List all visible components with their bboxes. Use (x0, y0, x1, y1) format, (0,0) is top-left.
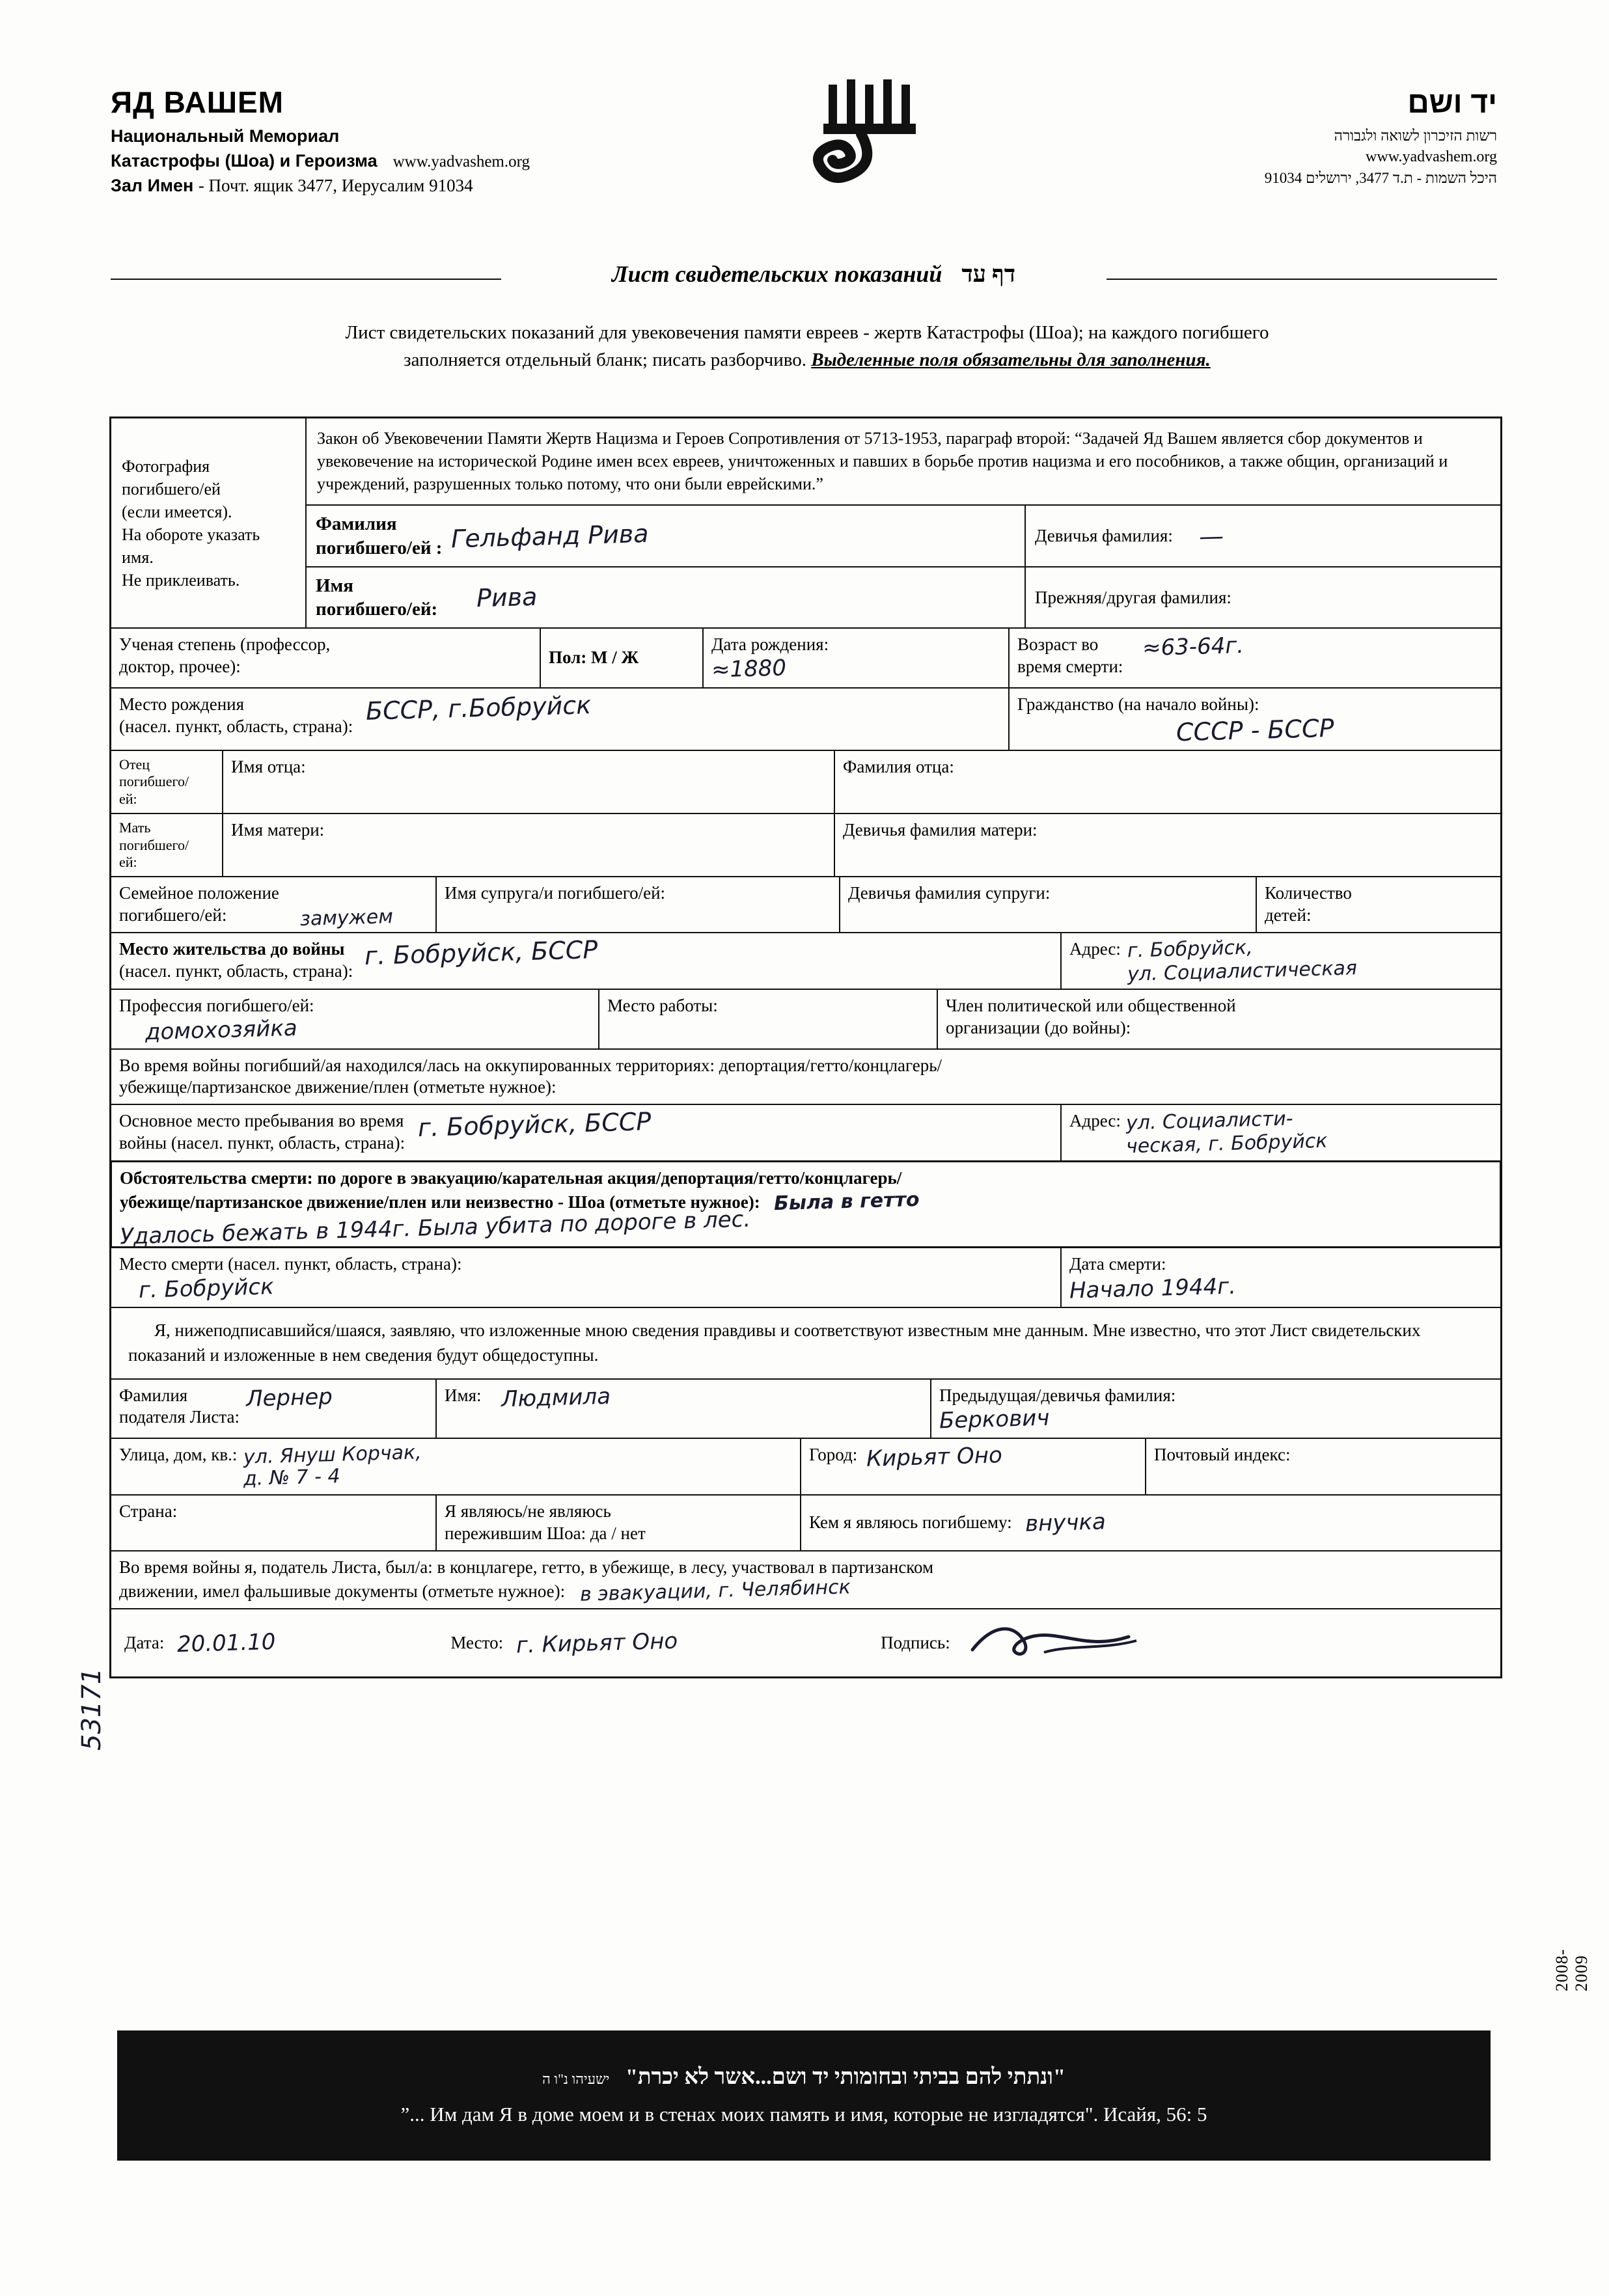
row-degree-sex-birth (111, 629, 1500, 689)
row-declaration (111, 1308, 1500, 1380)
photo-line1: Фотография (122, 457, 210, 476)
profession-label: Профессия погибшего/ей: (119, 995, 314, 1015)
birthdate-field[interactable] (704, 629, 1010, 687)
death-circumstances-label (120, 1168, 1492, 1214)
submitter-wartime-field[interactable] (111, 1551, 1500, 1608)
header-hebrew-block (976, 85, 1497, 187)
former-name-label: Прежняя/другая фамилия: (1035, 587, 1231, 607)
children-count-field[interactable] (1257, 877, 1500, 932)
age-value: ≈63-64г. (1142, 633, 1245, 662)
prewar-residence-label (119, 938, 353, 983)
footer-quote-he (542, 2065, 1066, 2090)
organization-field[interactable] (938, 990, 1500, 1048)
row-death-circumstances (111, 1162, 1500, 1248)
main-place-field[interactable] (111, 1105, 1062, 1160)
zip-field[interactable] (1146, 1439, 1500, 1494)
birthplace-field[interactable] (111, 689, 1010, 750)
country-label: Страна: (119, 1501, 178, 1522)
mother-maiden-label: Девичья фамилия матери: (843, 820, 1038, 840)
prewar-address-line1: г. Бобруйск, (1127, 936, 1254, 963)
mother-name-label: Имя матери: (231, 820, 325, 840)
spouse-maiden-field[interactable] (840, 877, 1257, 932)
father-surname-label: Фамилия отца: (843, 756, 954, 776)
spouse-name-field[interactable] (437, 877, 840, 932)
mother-name-field[interactable] (223, 814, 835, 876)
submitter-name-value: Людмила (500, 1383, 611, 1413)
birthdate-label: Дата рождения: (711, 635, 829, 655)
place-field[interactable] (503, 1628, 881, 1659)
row-death-place (111, 1248, 1500, 1308)
father-tag (111, 751, 223, 813)
footer-quote-ru: ”... Им дам Я в доме моем и в стенах моих память и имя, которые не изгладятся". Исайя, 56: 5 (400, 2103, 1207, 2125)
signature-scribble-icon (966, 1619, 1161, 1664)
wartime-status-label: Во время войны погибший/ая находился/лась на оккупированных территориях: депортация/гетто/концлагерь/ убежище/партизанское движение/плен (отметьте нужное): (119, 1055, 942, 1097)
header-russian-block (111, 85, 696, 196)
form-table (109, 417, 1502, 1678)
document-header (111, 85, 1497, 228)
birthplace-value: БССР, г.Бобруйск (365, 690, 592, 726)
firstname-value: Рива (476, 582, 538, 613)
photo-line2: погибшего/ей (122, 480, 221, 499)
death-circumstances-field[interactable] (110, 1160, 1502, 1248)
city-label: Город: (809, 1445, 858, 1465)
death-date-field[interactable] (1062, 1248, 1500, 1307)
death-date-value: Начало 1944г. (1069, 1273, 1237, 1304)
submitter-prev-name-label: Предыдущая/девичья фамилия: (939, 1385, 1176, 1405)
submitter-prev-name-value: Беркович (939, 1405, 1050, 1434)
photo-instructions-cell (111, 418, 307, 627)
submitter-name-label: Имя: (445, 1385, 482, 1405)
father-name-field[interactable] (223, 751, 835, 813)
surname-field[interactable] (307, 506, 1026, 566)
org-hall-ru: Зал Имен (111, 176, 194, 195)
row-date-place-signature (111, 1609, 1500, 1676)
city-value: Кирьят Оно (866, 1442, 1003, 1473)
date-value: 20.01.10 (176, 1628, 277, 1658)
sex-label: Пол: М / Ж (549, 648, 639, 668)
page-title-ru: Лист свидетельских показаний (611, 261, 942, 287)
prewar-residence-field[interactable] (111, 933, 1062, 989)
row-father (111, 751, 1500, 814)
street-field[interactable] (111, 1439, 801, 1494)
declaration-text: Я, нижеподписавшийся/шаяся, заявляю, что изложенные мною сведения правдивы и соответствуют известным мне данным. Мне известно, что этот Лист свидетельских показаний и изложенные в нем сведения будут общедоступны. (128, 1320, 1421, 1365)
page-title-he: דף עד (961, 261, 1016, 287)
org-line2-ru: Национальный Мемориал (111, 126, 340, 146)
death-circumstances-label-strong: Обстоятельства смерти: (120, 1168, 313, 1188)
age-field[interactable] (1010, 629, 1500, 687)
footer-quote-he-text: "ונתתי להם בביתי ובחומותי יד ושם...אשר לא יכרת" (625, 2065, 1066, 2089)
degree-field[interactable] (111, 629, 541, 687)
row-marital (111, 877, 1500, 933)
former-name-field[interactable] (1026, 567, 1500, 628)
survivor-field[interactable] (437, 1496, 801, 1550)
street-value-line1: ул. Януш Корчак, (243, 1441, 422, 1469)
surname-label: Фамилия погибшего/ей : (316, 513, 443, 558)
title-rule-right (1107, 279, 1497, 280)
org-url-ru: www.yadvashem.org (392, 153, 530, 171)
main-place-address-field[interactable] (1062, 1105, 1500, 1160)
main-place-value: г. Бобруйск, БССР (417, 1107, 652, 1143)
spouse-maiden-label: Девичья фамилия супруги: (848, 883, 1051, 903)
photo-line6: Не приклеивать. (122, 571, 240, 590)
submitter-wartime-label-line2: движении, имел фальшивые документы (отметьте нужное): (119, 1581, 566, 1601)
organization-label: Член политической или общественной организации (до войны): (946, 995, 1236, 1037)
intro-text (137, 319, 1478, 374)
main-place-address-line1: ул. Социалисти- (1125, 1107, 1293, 1135)
birthdate-value: ≈1880 (711, 655, 787, 683)
relation-value: внучка (1025, 1509, 1107, 1537)
prewar-residence-label-bold: Место жительства до войны (119, 938, 345, 959)
citizenship-value: СССР - БССР (1176, 713, 1334, 747)
workplace-label: Место работы: (607, 995, 718, 1015)
father-surname-field[interactable] (835, 751, 1500, 813)
mother-tag (111, 814, 223, 876)
row-mother (111, 814, 1500, 877)
org-address-ru: - Почт. ящик 3477, Иерусалим 91034 (198, 176, 473, 195)
row-wartime-status (111, 1050, 1500, 1106)
firstname-field[interactable] (307, 567, 1026, 628)
signature-label: Подпись: (881, 1632, 950, 1652)
row-country-relation (111, 1496, 1500, 1551)
signature-field[interactable] (950, 1619, 1161, 1667)
death-date-label: Дата смерти: (1069, 1254, 1166, 1274)
place-value: г. Кирьят Оно (516, 1628, 678, 1659)
citizenship-label: Гражданство (на начало войны): (1017, 694, 1259, 715)
death-circumstances-inline-value: Была в гетто (773, 1188, 920, 1215)
marital-field[interactable] (111, 877, 437, 932)
intro-required-note: Выделенные поля обязательны для заполнения. (811, 349, 1211, 371)
profession-field[interactable] (111, 990, 599, 1048)
maiden-name-value: — (1198, 521, 1224, 551)
row-submitter-wartime (111, 1551, 1500, 1609)
org-address-he: היכל השמות - ת.ד 3477, ירושלים 91034 (1264, 170, 1497, 186)
maiden-name-label: Девичья фамилия: (1035, 526, 1173, 546)
org-line2-he: רשות הזיכרון לשואה ולגבורה (1334, 128, 1497, 144)
submitter-prev-name-field[interactable] (931, 1380, 1500, 1438)
spouse-name-label: Имя супруга/и погибшего/ей: (445, 883, 666, 903)
surname-value: Гельфанд Рива (450, 519, 650, 553)
main-place-label: Основное место пребывания во время войны (насел. пункт, область, страна): (119, 1111, 406, 1153)
age-label: Возраст во время смерти: (1017, 635, 1123, 677)
father-tag-label: Отец погибшего/ ей: (119, 756, 189, 807)
law-paragraph: Закон об Увековечении Памяти Жертв Нацизма и Героев Сопротивления от 5713-1953, параграф второй: “Задачей Яд Вашем является сбор документов и увековечение на исторической Родине имен всех евреев, уничтоженных и павших в борьбе против нацизма и его пособников, а также общин, организаций и учреждений, разрушенных только потому, что они были еврейскими.” (317, 429, 1448, 493)
death-place-value: г. Бобруйск (138, 1274, 275, 1304)
zip-label: Почтовый индекс: (1154, 1445, 1291, 1465)
org-url-he: www.yadvashem.org (1366, 148, 1497, 165)
death-place-field[interactable] (111, 1248, 1062, 1307)
title-rule-left (111, 279, 501, 280)
row-main-place (111, 1105, 1500, 1162)
org-name-ru: ЯД ВАШЕМ (111, 85, 284, 119)
row-surname (307, 504, 1500, 566)
firstname-label: Имя погибшего/ей: (316, 575, 438, 620)
prewar-address-label: Адрес: (1069, 938, 1121, 959)
menorah-icon (810, 78, 960, 218)
maiden-name-field[interactable] (1026, 506, 1500, 566)
footer-quote-he-source: ישעיהו נ"ו ה (542, 2071, 610, 2087)
birthplace-label: Место рождения (насел. пункт, область, страна): (119, 694, 353, 736)
marital-value: замужем (299, 905, 394, 931)
relation-label: Кем я являюсь погибшему: (809, 1512, 1012, 1533)
marital-label: Семейное положение погибшего/ей: (119, 883, 279, 925)
prewar-residence-value: г. Бобруйск, БССР (364, 935, 599, 970)
survivor-label: Я являюсь/не являюсь пережившим Шоа: да / нет (445, 1501, 646, 1544)
row-prewar-residence (111, 933, 1500, 990)
country-field[interactable] (111, 1496, 437, 1550)
submitter-surname-field[interactable] (111, 1380, 437, 1438)
photo-line3: (если имеется). (122, 502, 232, 522)
mother-tag-label: Мать погибшего/ ей: (119, 819, 189, 870)
death-circumstances-value: Удалось бежать в 1944г. Была убита по дороге в лес. (119, 1206, 751, 1250)
mother-maiden-field[interactable] (835, 814, 1500, 876)
place-label: Место: (450, 1632, 504, 1652)
citizenship-field[interactable] (1010, 689, 1500, 750)
prewar-address-field[interactable] (1062, 933, 1500, 989)
death-circumstances-label-line2: убежище/партизанское движение/плен или неизвестно - Шоа (отметьте нужное): (120, 1192, 760, 1212)
main-place-address-line2: ческая, г. Бобруйск (1125, 1129, 1328, 1158)
degree-label: Ученая степень (профессор, доктор, прочее): (119, 635, 331, 677)
prewar-residence-sublabel: (насел. пункт, область, страна): (119, 961, 353, 981)
submitter-name-field[interactable] (437, 1380, 931, 1438)
date-label: Дата: (124, 1632, 165, 1652)
submitter-wartime-value: в эвакуации, г. Челябинск (579, 1575, 851, 1606)
wartime-status-field[interactable] (111, 1050, 1500, 1104)
submitter-wartime-label (119, 1557, 1492, 1606)
death-circumstances-label-rest: по дороге в эвакуацию/карательная акция/депортация/гетто/концлагерь/ (312, 1168, 902, 1188)
street-value-line2: д. № 7 - 4 (243, 1464, 341, 1490)
submitter-wartime-label-line1: Во время войны я, податель Листа, был/а: в концлагере, гетто, в убежище, в лесу, участвовал в партизанском (119, 1557, 934, 1577)
row-birthplace (111, 689, 1500, 751)
city-field[interactable] (801, 1439, 1146, 1494)
row-address (111, 1439, 1500, 1496)
photo-line5: имя. (122, 548, 154, 567)
relation-field[interactable] (801, 1496, 1500, 1550)
document-title-row (111, 260, 1497, 299)
intro-line1: Лист свидетельских показаний для увековечения памяти евреев - жертв Катастрофы (Шоа); на каждого погибшего (345, 322, 1269, 343)
org-name-he: יד ושם (1407, 85, 1497, 119)
row-submitter-name (111, 1380, 1500, 1440)
submitter-surname-value: Лернер (245, 1383, 333, 1412)
sex-field[interactable] (541, 629, 704, 687)
row-photo-law (111, 418, 1500, 629)
archive-number: 53171 (77, 1667, 107, 1751)
children-count-label: Количество детей: (1265, 883, 1352, 925)
main-place-address-label: Адрес: (1069, 1111, 1121, 1131)
submitter-surname-label: Фамилия подателя Листа: (119, 1385, 240, 1427)
footer-quote-banner (117, 2030, 1491, 2161)
row-profession (111, 990, 1500, 1050)
street-label: Улица, дом, кв.: (119, 1445, 238, 1465)
intro-line2: заполняется отдельный бланк; писать разборчиво. (404, 349, 806, 371)
profession-value: домохозяйка (144, 1015, 298, 1045)
father-name-label: Имя отца: (231, 756, 306, 776)
prewar-address-line2: ул. Социалистическая (1127, 957, 1358, 987)
org-line3-ru: Катастрофы (Шоа) и Героизма (111, 151, 378, 171)
workplace-field[interactable] (599, 990, 938, 1048)
row-firstname (307, 566, 1500, 628)
death-place-label: Место смерти (насел. пункт, область, страна): (119, 1254, 462, 1274)
photo-line4: На обороте указать (122, 525, 260, 545)
date-field[interactable] (164, 1630, 450, 1656)
edition-year: 2008-2009 (1552, 1948, 1591, 1991)
